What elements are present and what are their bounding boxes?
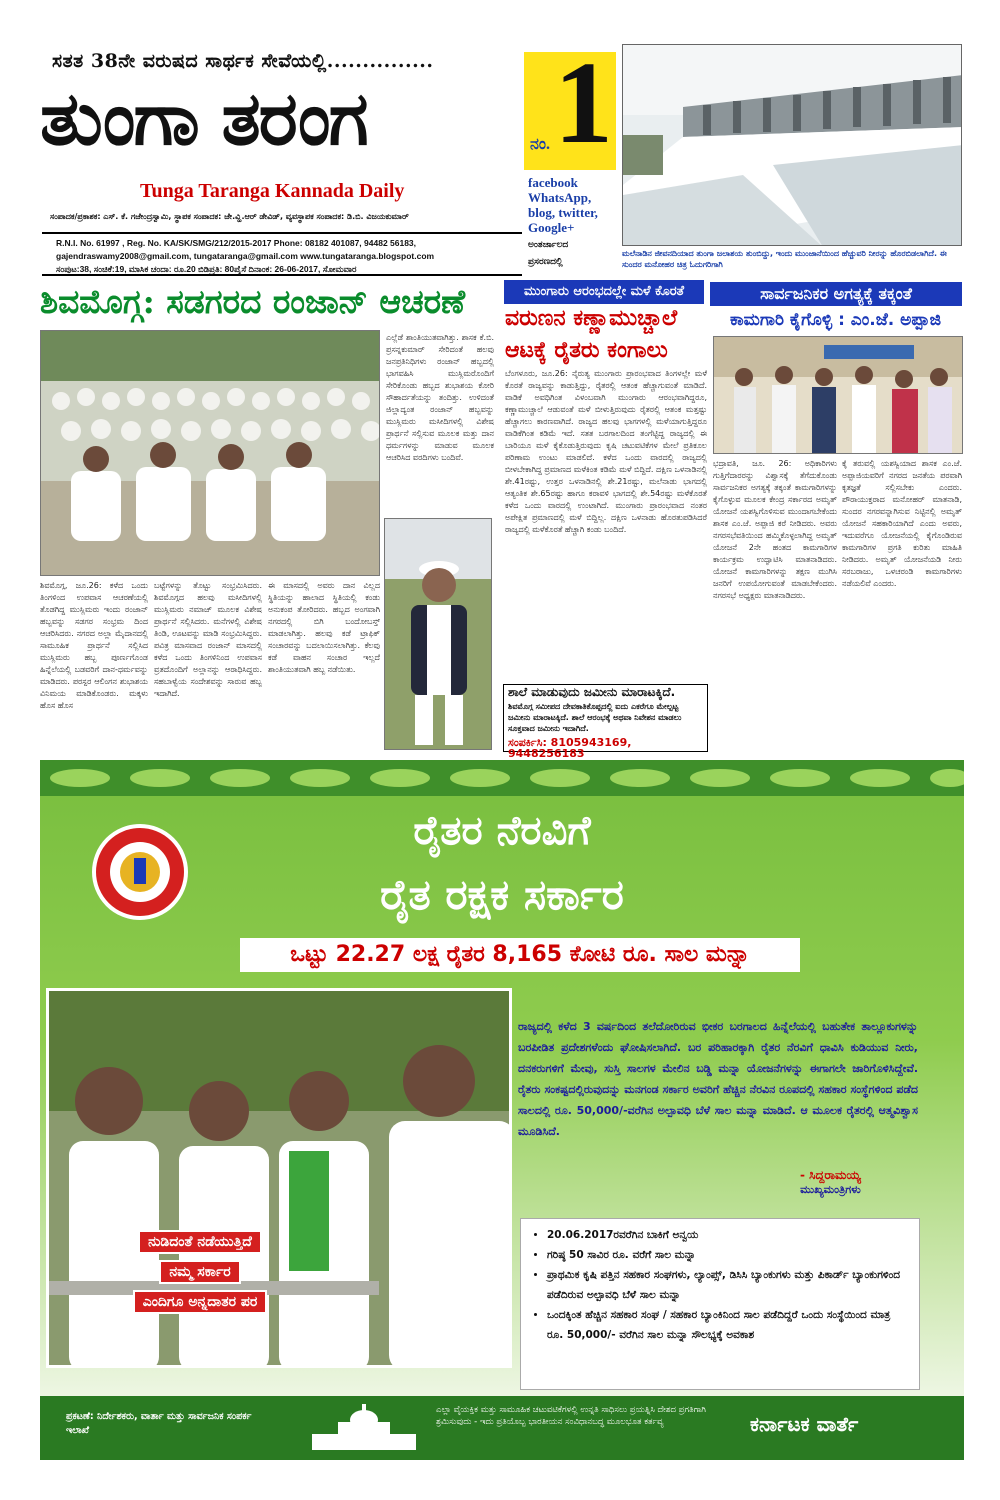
headline-monsoon-2: ಆಟಕ್ಕೆ ರೈತರು ಕಂಗಾಲು bbox=[505, 338, 668, 363]
number-one-digit: 1 bbox=[554, 37, 613, 168]
email-line: gajendraswamy2008@gmail.com, tungataranga@gmail.com www.tungataranga.blogspot.com bbox=[56, 251, 435, 261]
ad-subheading: ಒಟ್ಟು 22.27 ಲಕ್ಷ ರೈತರ 8,165 ಕೋಟಿ ರೂ. ಸಾಲ ಮನ್ನಾ bbox=[240, 938, 800, 972]
social-google: Google+ bbox=[528, 220, 575, 235]
staff-line: ಸಂಪಾದಕ/ಪ್ರಕಾಶಕ: ಎಸ್. ಕೆ. ಗಜೇಂದ್ರಸ್ವಾಮಿ, ಸ್ಥಾಪಕ ಸಂಪಾದಕ: ಜೇ.ವ್ಹಿ.ಆರ್ ಡೇವಿಡ್, ವ್ಯವಸ್ಥಾಪಕ ಸಂಪಾದಕ: ಡಿ.ಬಿ. ವಿಜಯಕುಮಾರ್ bbox=[50, 212, 409, 221]
list-item: • ಪ್ರಾಥಮಿಕ ಕೃಷಿ ಪತ್ತಿನ ಸಹಕಾರ ಸಂಘಗಳು, ಲ್ಯಾಂಪ್ಸ್, ಡಿಸಿಸಿ ಬ್ಯಾಂಕುಗಳು ಮತ್ತು ಪಿಕಾರ್ಡ್ ಬ್ಯಾಂಕುಗಳಿಂದ ಪಡೆದಿರುವ ಅಲ್ಪಾವಧಿ ಬೆಳೆ ಸಾಲ ಮನ್ನಾ bbox=[547, 1265, 909, 1305]
social-sub-2: ಪ್ರಸರಣದಲ್ಲಿ bbox=[528, 256, 563, 266]
masthead-title: ತುಂಗಾ ತರಂಗ bbox=[40, 76, 367, 162]
ad-publisher: ಪ್ರಕಟಣೆ: ನಿರ್ದೇಶಕರು, ವಾರ್ತಾ ಮತ್ತು ಸಾರ್ವಜನಿಕ ಸಂಪರ್ಕ ಇಲಾಖೆ bbox=[66, 1411, 252, 1436]
ad-benefits-list bbox=[520, 1218, 920, 1390]
issue-line: ಸಂಪುಟ:38, ಸಂಚಿಕೆ:19, ಮಾಸಿಕ ಚಂದಾ: ರೂ.20 ಬಿಡಿಪ್ರತಿ: 80ಪೈಸೆ ದಿನಾಂಕ: 26-06-2017, ಸೋಮವಾರ bbox=[56, 264, 357, 274]
headline-works-1: ಸಾರ್ವಜನಿಕರ ಅಗತ್ಯಕ್ಕೆ ತಕ್ಕಂತೆ bbox=[710, 282, 962, 306]
dam-photo-caption: ಮಲೆನಾಡಿನ ಜೀವನದಿಯಾದ ತುಂಗಾ ಜಲಾಶಯ ತುಂಬಿದ್ದು, ಇಂದು ಮುಂಜಾನೆಯಿಂದ ಹೆಚ್ಚುವರಿ ನೀರನ್ನು ಹೊರಬಿಡಲಾಗಿದೆ. ಈ ಸುಂದರ ಮನೋಹರ ಚಿತ್ರ ಓದುಗರಿಗಾಗಿ bbox=[622, 249, 947, 269]
dam-photo bbox=[622, 44, 962, 246]
ad-signature bbox=[800, 1168, 861, 1197]
headline-works-2: ಕಾಮಗಾರಿ ಕೈಗೊಳ್ಳಿ : ಎಂ.ಜೆ. ಅಪ್ಪಾಜಿ bbox=[730, 310, 942, 330]
signature-title: ಮುಖ್ಯಮಂತ್ರಿಗಳು bbox=[800, 1183, 861, 1196]
child-in-festive-dress-photo bbox=[384, 518, 492, 750]
list-item: • 20.06.2017ರವರೆಗಿನ ಬಾಕಿಗೆ ಅನ್ವಯ bbox=[547, 1225, 909, 1245]
inauguration-photo bbox=[713, 336, 963, 454]
rni-line: R.N.I. No. 61997 , Reg. No. KA/SK/SMG/212/2015-2017 Phone: 08182 401087, 94482 56183, bbox=[56, 238, 417, 248]
notice-phone: ಸಂಪರ್ಕಿಸಿ: 8105943169, 9448256183 bbox=[508, 736, 632, 760]
monsoon-article: ಬೆಂಗಳೂರು, ಜೂ.26: ನೈರುತ್ಯ ಮುಂಗಾರು ಪ್ರಾರಂಭವಾದ ತಿಂಗಳಲ್ಲೇ ಮಳೆ ಕೊರತೆ ರಾಜ್ಯವನ್ನು ಕಾಡುತ್ತಿದ್ದು, ರೈತರಲ್ಲಿ ಆತಂಕ ಹೆಚ್ಚಾಗುವಂತೆ ಮಾಡಿದೆ. ವಾಡಿಕೆ ಅವಧಿಗಿಂತ ವಿಳಂಬವಾಗಿ ಮುಂಗಾರು ಆರಂಭವಾಗಿದ್ದರೂ, ಕಣ್ಣಾಮುಚ್ಚಾಲೆ ಆಡುವಂತೆ ಮಳೆ ಬೀಳುತ್ತಿರುವುದು ರೈತರಲ್ಲಿ ಆತಂಕ ಮತ್ತಷ್ಟು ಹೆಚ್ಚಾಗಲು ಕಾರಣವಾಗಿದೆ. ರಾಜ್ಯದ ಹಲವು ಭಾಗಗಳಲ್ಲಿ ಮಳೆಯಾಗುತ್ತಿದ್ದರೂ ವಾಡಿಕೆಗಿಂತ ಕಡಿಮೆ ಇದೆ. ಸತತ ಬರಗಾಲದಿಂದ ತಂಗೆಟ್ಟಿದ್ದ ರಾಜ್ಯದಲ್ಲಿ ಈ ಬಾರಿಯೂ ಮಳೆ ಕೈಕೊಡುತ್ತಿರುವುದು ಕೃಷಿ ಚಟುವಟಿಕೆಗಳ ಮೇಲೆ ಪ್ರತಿಕೂಲ ಪರಿಣಾಮ ಉಂಟು ಮಾಡಲಿದೆ. ಕಳೆದ ಒಂದು ವಾರದಲ್ಲಿ ರಾಜ್ಯದಲ್ಲಿ ಬೀಳಬೇಕಾಗಿದ್ದ ಪ್ರಮಾಣದ ಮಳೆಕಿಂತ ಕಡಿಮೆ ಮಳೆ ಬಿದ್ದಿದೆ. ದಕ್ಷಿಣ ಒಳನಾಡಿನಲ್ಲಿ ಶೇ.41ರಷ್ಟು, ಉತ್ತರ ಒಳನಾಡಿನಲ್ಲಿ ಶೇ.21ರಷ್ಟು, ಮಲೆನಾಡು ಭಾಗದಲ್ಲಿ ಆತ್ಯಂತಿಕ ಶೇ.65ರಷ್ಟು ಹಾಗೂ ಕರಾವಳಿ ಭಾಗದಲ್ಲಿ ಶೇ.54ರಷ್ಟು ಮಳೆಕೊರತೆ ಕಳೆದ ಒಂದು ವಾರದಲ್ಲಿ ಉಂಟಾಗಿದೆ. ಮುಂಗಾರು ಪ್ರಾರಂಭವಾದ ನಂತರ ಅಪೇಕ್ಷಿತ ಪ್ರಮಾಣದಲ್ಲಿ ಮಳೆ ಬಿದ್ದಿಲ್ಲ. ದಕ್ಷಿಣ ಒಳನಾಡು ಹೊರತುಪಡಿಸಿದರೆ ರಾಜ್ಯದಲ್ಲಿ ಮಳೆಕೊರತೆ ಹೆಚ್ಚಾಗಿ ಕಂಡು ಬಂದಿದೆ. bbox=[505, 369, 707, 534]
slogan-line-1: ನುಡಿದಂತೆ ನಡೆಯುತ್ತಿದೆ bbox=[138, 1230, 262, 1254]
government-advertisement bbox=[40, 760, 964, 1460]
vidhana-soudha-icon bbox=[308, 1402, 420, 1454]
number-one-badge bbox=[524, 37, 616, 170]
masthead-tagline: ಸತತ 38ನೇ ವರುಷದ ಸಾರ್ಥಕ ಸೇವೆಯಲ್ಲಿ............... bbox=[52, 50, 434, 72]
notice-body: ಶಿವಮೊಗ್ಗ ಸಮೀಪದ ದೇವಕಾತಿಕೊಪ್ಪದಲ್ಲಿ ಐದು ಎಕರೆಗೂ ಮೇಲ್ಪಟ್ಟ ಜಮೀನು ಮಾರಾಟಕ್ಕಿದೆ. ಶಾಲೆ ಆರಂಭಕ್ಕೆ ಅಥವಾ ನಿವೇಶನ ಮಾಡಲು ಸೂಕ್ತವಾದ ಜಮೀನು ಇದಾಗಿದೆ. bbox=[508, 702, 682, 733]
ramzan-article-col-2: ಬಟ್ಟೆಗಳನ್ನು ತೊಟ್ಟು ಸಂಭ್ರಮಿಸಿದರು. ಶಿವಮೊಗ್ಗದ ಹಲವು ಮಸೀದಿಗಳಲ್ಲಿ ಮುಸ್ಲಿಮರು ನಮಾಜ್ ಮೂಲಕ ವಿಶೇಷ ಪ್ರಾರ್ಥನೆ ಸಲ್ಲಿಸಿದರು. ಮನೆಗಳಲ್ಲಿ ವಿಶೇಷ ತಿಂಡಿ, ಊಟವನ್ನು ಮಾಡಿ ಸಂಭ್ರಮಿಸಿದ್ದರು. ಪವಿತ್ರ ಮಾಸವಾದ ರಂಜಾನ್ ಮಾಸದಲ್ಲಿ ಕಳೆದ ಒಂದು ತಿಂಗಳಿನಿಂದ ಉಪವಾಸ ವ್ರತದೊಂದಿಗೆ ಅಲ್ಲಾನನ್ನು ಆರಾಧಿಸಿದ್ದರು. ಸಹಬಾಳ್ವೆಯ ಸಂದೇಶವನ್ನು ಸಾರುವ ಹಬ್ಬ ಇದಾಗಿದೆ. bbox=[154, 581, 262, 698]
social-facebook: facebook bbox=[528, 175, 578, 190]
ramzan-article-col-3: ಈ ಮಾಸದಲ್ಲಿ ಅವರು ದಾನ ವಿಲ್ಲದ ಸ್ಥಿತಿಯನ್ನು ಹಾಲಾದ ಸ್ಥಿತಿಯಲ್ಲಿ ಕಂಡು ಅನುಕಂಪ ತೋರಿದರು. ಹಬ್ಬದ ಅಂಗವಾಗಿ ನಗರದಲ್ಲಿ ಬಿಗಿ ಬಂದೋಬಸ್ತ್ ಮಾಡಲಾಗಿತ್ತು. ಹಲವು ಕಡೆ ಟ್ರಾಫಿಕ್ ಸಂಚಾರವನ್ನು ಬದಲಾಯಿಸಲಾಗಿತ್ತು. ಕೆಲವು ಕಡೆ ವಾಹನ ಸಂಚಾರ ಇಲ್ಲದೆ ಶಾಂತಿಯುತವಾಗಿ ಹಬ್ಬ ನಡೆಯಿತು. bbox=[268, 581, 380, 674]
works-article-col-1: ಭದ್ರಾವತಿ, ಜೂ. 26: ಅಧಿಕಾರಿಗಳು ಗುತ್ತಿಗೆದಾರರನ್ನು ವಿಶ್ವಾಸಕ್ಕೆ ತೆಗೆದುಕೊಂಡು ಸಾರ್ವಜನಿಕರ ಅಗತ್ಯಕ್ಕೆ ತಕ್ಕಂತೆ ಕಾಮಗಾರಿಗಳನ್ನು ಕೈಗೊಳ್ಳುವ ಮೂಲಕ ಕೇಂದ್ರ ಸರ್ಕಾರದ ಅಮೃತ್ ಯೋಜನೆ ಯಶಸ್ವಿಗೊಳಿಸುವ ಮುಂದಾಗಬೇಕೆಂದು ಶಾಸಕ ಎಂ.ಜೆ. ಅಪ್ಪಾಜಿ ಕರೆ ನೀಡಿದರು. ಅವರು ನಗರಸಭೆವತಿಯಿಂದ ಹಮ್ಮಿಕೊಳ್ಳಲಾಗಿದ್ದ ಅಮೃತ್ ಯೋಜನೆ 2ನೇ ಹಂತದ ಕಾಮಗಾರಿಗಳ ಕಾರ್ಯಕ್ರಮ ಉದ್ಘಾಟಿಸಿ ಮಾತನಾಡಿದರು. ಯೋಜನೆ ಕಾಮಗಾರಿಗಳನ್ನು ತಕ್ಷಣ ಮುಗಿಸಿ ಜನರಿಗೆ ಉಪಯೋಗುವಂತೆ ಮಾಡಬೇಕೆಂದರು. ನಗರಸಭೆ ಅಧ್ಯಕ್ಷರು ಮಾತನಾಡಿದರು. bbox=[713, 459, 837, 600]
ad-brand: ಕರ್ನಾಟಕ ವಾರ್ತೆ bbox=[750, 1412, 859, 1436]
ramzan-article-col-1: ಶಿವಮೊಗ್ಗ, ಜೂ.26: ಕಳೆದ ಒಂದು ತಿಂಗಳಿಂದ ಉಪವಾಸ ಆಚರಣೆಯಲ್ಲಿ ತೊಡಗಿದ್ದ ಮುಸ್ಲಿಮರು ಇಂದು ರಂಜಾನ್ ಹಬ್ಬವನ್ನು ಸಡಗರ ಸಂಭ್ರಮ ದಿಂದ ಆಚರಿಸಿದರು. ನಗರದ ಅಲ್ಲಾ ಮೈದಾನದಲ್ಲಿ ಸಾಮೂಹಿಕ ಪ್ರಾರ್ಥನೆ ಸಲ್ಲಿಸಿದ ಮುಸ್ಲಿಮರು ಹಬ್ಬ ಪೂರ್ಣಗೊಂಡ ಹಿನ್ನೆಲೆಯಲ್ಲಿ ಬಡವರಿಗೆ ದಾನ-ಧರ್ಮವನ್ನು ಮಾಡಿದರು. ಪರಸ್ಪರ ಆಲಿಂಗನ ಶುಭಾಶಯ ವಿನಿಮಯ ಮಾಡಿಕೊಂಡರು. ಮಕ್ಕಳು ಹೊಸ ಹೊಸ bbox=[40, 581, 148, 710]
number-one-prefix: ನಂ. bbox=[530, 136, 550, 153]
social-whatsapp: WhatsApp, bbox=[528, 190, 592, 205]
ramzan-prayer-photo bbox=[40, 330, 380, 576]
ad-heading-1: ರೈತರ ನೆರವಿಗೆ bbox=[413, 808, 591, 854]
masthead-subtitle: Tunga Taranga Kannada Daily bbox=[140, 180, 405, 202]
slogan-line-2: ನಮ್ಮ ಸರ್ಕಾರ bbox=[159, 1260, 240, 1284]
social-box bbox=[528, 175, 620, 269]
registration-box bbox=[42, 232, 522, 276]
leaf-border bbox=[40, 760, 964, 796]
social-blog: blog, twitter, bbox=[528, 205, 598, 220]
works-article-col-2: ಕೈ ತರುವಲ್ಲಿ ಯಶಸ್ವಿಯಾದ ಶಾಸಕ ಎಂ.ಜೆ. ಅಪ್ಪಾಜಿಯವರಿಗೆ ನಗರದ ಜನತೆಯ ಪರವಾಗಿ ಕೃತಜ್ಞತೆ ಸಲ್ಲಿಸಬೇಕು ಎಂದರು. ಪೌರಾಯುಕ್ತರಾದ ಮನೋಹರ್ ಮಾತನಾಡಿ, ಸುಂದರ ನಗರವನ್ನಾಗಿಸುವ ನಿಟ್ಟಿನಲ್ಲಿ ಅಮೃತ್ ಯೋಜನೆ ಸಹಕಾರಿಯಾಗಿದೆ ಎಂದು ಅವರು, ಇದುವರೆಗೂ ಯೋಜನೆಯಲ್ಲಿ ಕೈಗೊಂಡಿರುವ ಕಾಮಗಾರಿಗಳ ಪ್ರಗತಿ ಕುರಿತು ಮಾಹಿತಿ ನೀಡಿದರು. ಅಮೃತ್ ಯೋಜನೆಯಡಿ ನೀರು ಸರಬರಾಜು, ಒಳಚರಂಡಿ ಕಾಮಗಾರಿಗಳು ನಡೆಯಲಿವೆ ಎಂದರು. bbox=[842, 459, 962, 588]
headline-monsoon-tag: ಮುಂಗಾರು ಆರಂಭದಲ್ಲೇ ಮಳೆ ಕೊರತೆ bbox=[504, 280, 704, 304]
signature-name: - ಸಿದ್ದರಾಮಯ್ಯ bbox=[800, 1168, 861, 1182]
headline-ramzan: ಶಿವಮೊಗ್ಗ: ಸಡಗರದ ರಂಜಾನ್ ಆಚರಣೆ bbox=[40, 282, 466, 321]
ad-duty-statement: ಎಲ್ಲಾ ವೈಯಕ್ತಿಕ ಮತ್ತು ಸಾಮೂಹಿಕ ಚಟುವಟಿಕೆಗಳಲ್ಲಿ ಉನ್ನತಿ ಸಾಧಿಸಲು ಪ್ರಯತ್ನಿಸಿ ದೇಶದ ಪ್ರಗತಿಗಾಗಿ ಶ್ರಮಿಸುವುದು - ಇದು ಪ್ರತಿಯೊಬ್ಬ ಭಾರತೀಯನ ಸಂವಿಧಾನಬದ್ಧ ಮೂಲಭೂತ ಕರ್ತವ್ಯ bbox=[436, 1405, 706, 1427]
notice-title: ಶಾಲೆ ಮಾಡುವುದು ಜಮೀನು ಮಾರಾಟಕ್ಕಿದೆ. bbox=[508, 685, 676, 699]
headline-monsoon-1: ವರುಣನ ಕಣ್ಣಾಮುಚ್ಚಾಲೆ bbox=[505, 306, 678, 331]
list-item: • ಒಂದಕ್ಕಿಂತ ಹೆಚ್ಚಿನ ಸಹಕಾರ ಸಂಘ / ಸಹಕಾರ ಬ್ಯಾಂಕಿನಿಂದ ಸಾಲ ಪಡೆದಿದ್ದರೆ ಒಂದು ಸಂಸ್ಥೆಯಿಂದ ಮಾತ್ರ ರೂ. 50,000/- ವರೆಗಿನ ಸಾಲ ಮನ್ನಾ ಸೌಲಭ್ಯಕ್ಕೆ ಅವಕಾಶ bbox=[547, 1305, 909, 1345]
slogan-line-3: ಎಂದಿಗೂ ಅನ್ನದಾತರ ಪರ bbox=[133, 1290, 268, 1314]
ad-body-text: ರಾಜ್ಯದಲ್ಲಿ ಕಳೆದ 3 ವರ್ಷದಿಂದ ತಲೆದೋರಿರುವ ಭೀಕರ ಬರಗಾಲದ ಹಿನ್ನೆಲೆಯಲ್ಲಿ ಬಹುತೇಕ ತಾಲ್ಲೂಕುಗಳನ್ನು ಬರಪೀಡಿತ ಪ್ರದೇಶಗಳೆಂದು ಘೋಷಿಸಲಾಗಿದೆ. ಬರ ಪರಿಹಾರಕ್ಕಾಗಿ ರೈತರ ನೆರವಿಗೆ ಧಾವಿಸಿ ಕುಡಿಯುವ ನೀರು, ದನಕರುಗಳಿಗೆ ಮೇವು, ಸುಸ್ತಿ ಸಾಲಗಳ ಮೇಲಿನ ಬಡ್ಡಿ ಮನ್ನಾ ಯೋಜನೆಗಳನ್ನು ಈಗಾಗಲೇ ಜಾರಿಗೊಳಿಸಿದ್ದೇವೆ. ರೈತರು ಸಂಕಷ್ಟದಲ್ಲಿರುವುದನ್ನು ಮನಗಂಡ ಸರ್ಕಾರ ಅವರಿಗೆ ಹೆಚ್ಚಿನ ನೆರವಿನ ರೂಪದಲ್ಲಿ ಸಹಕಾರ ಸಂಸ್ಥೆಗಳಿಂದ ಪಡೆದ ಸಾಲದಲ್ಲಿ ರೂ. 50,000/-ವರೆಗಿನ ಅಲ್ಪಾವಧಿ ಬೆಳೆ ಸಾಲ ಮನ್ನಾ ಮಾಡಿದೆ. ಆ ಮೂಲಕ ರೈತರಲ್ಲಿ ಆತ್ಮವಿಶ್ವಾಸ ಮೂಡಿಸಿದೆ. bbox=[518, 1020, 918, 1138]
list-item: • ಗರಿಷ್ಠ 50 ಸಾವಿರ ರೂ. ವರೆಗೆ ಸಾಲ ಮನ್ನಾ bbox=[547, 1245, 909, 1265]
social-sub-1: ಅಂತರ್ಜಾಲದ bbox=[528, 239, 569, 249]
ad-footer bbox=[40, 1396, 964, 1460]
ramzan-article-col-4: ಎಲ್ಲೆಡೆ ಶಾಂತಿಯುತವಾಗಿತ್ತು. ಶಾಸಕ ಕೆ.ಬಿ. ಪ್ರಸನ್ನಕುಮಾರ್ ಸೇರಿದಂತೆ ಹಲವು ಜನಪ್ರತಿನಿಧಿಗಳು ರಂಜಾನ್ ಹಬ್ಬದಲ್ಲಿ ಭಾಗವಹಿಸಿ ಮುಸ್ಲಿಮರೊಂದಿಗೆ ಸೇರಿಕೊಂಡು ಹಬ್ಬದ ಶುಭಾಶಯ ಕೋರಿ ಸೌಹಾರ್ದತೆಯನ್ನು ತಂದಿತ್ತು. ಉಳಿದಂತೆ ಜಿಲ್ಲಾದ್ಯಂತ ರಂಜಾನ್ ಹಬ್ಬವನ್ನು ಮುಸ್ಲಿಮರು ಮಸೀದಿಗಳಲ್ಲಿ ವಿಶೇಷ ಪ್ರಾರ್ಥನೆ ಸಲ್ಲಿಸುವ ಮೂಲಕ ಮತ್ತು ದಾನ ಧರ್ಮಗಳನ್ನು ಮಾಡುವ ಮೂಲಕ ಆಚರಿಸಿದ ವರದಿಗಳು ಬಂದಿವೆ. bbox=[386, 333, 494, 462]
ad-slogan bbox=[110, 1230, 290, 1320]
land-sale-notice bbox=[503, 684, 708, 760]
ad-heading-2: ರೈತ ರಕ್ಷಕ ಸರ್ಕಾರ bbox=[380, 870, 624, 919]
